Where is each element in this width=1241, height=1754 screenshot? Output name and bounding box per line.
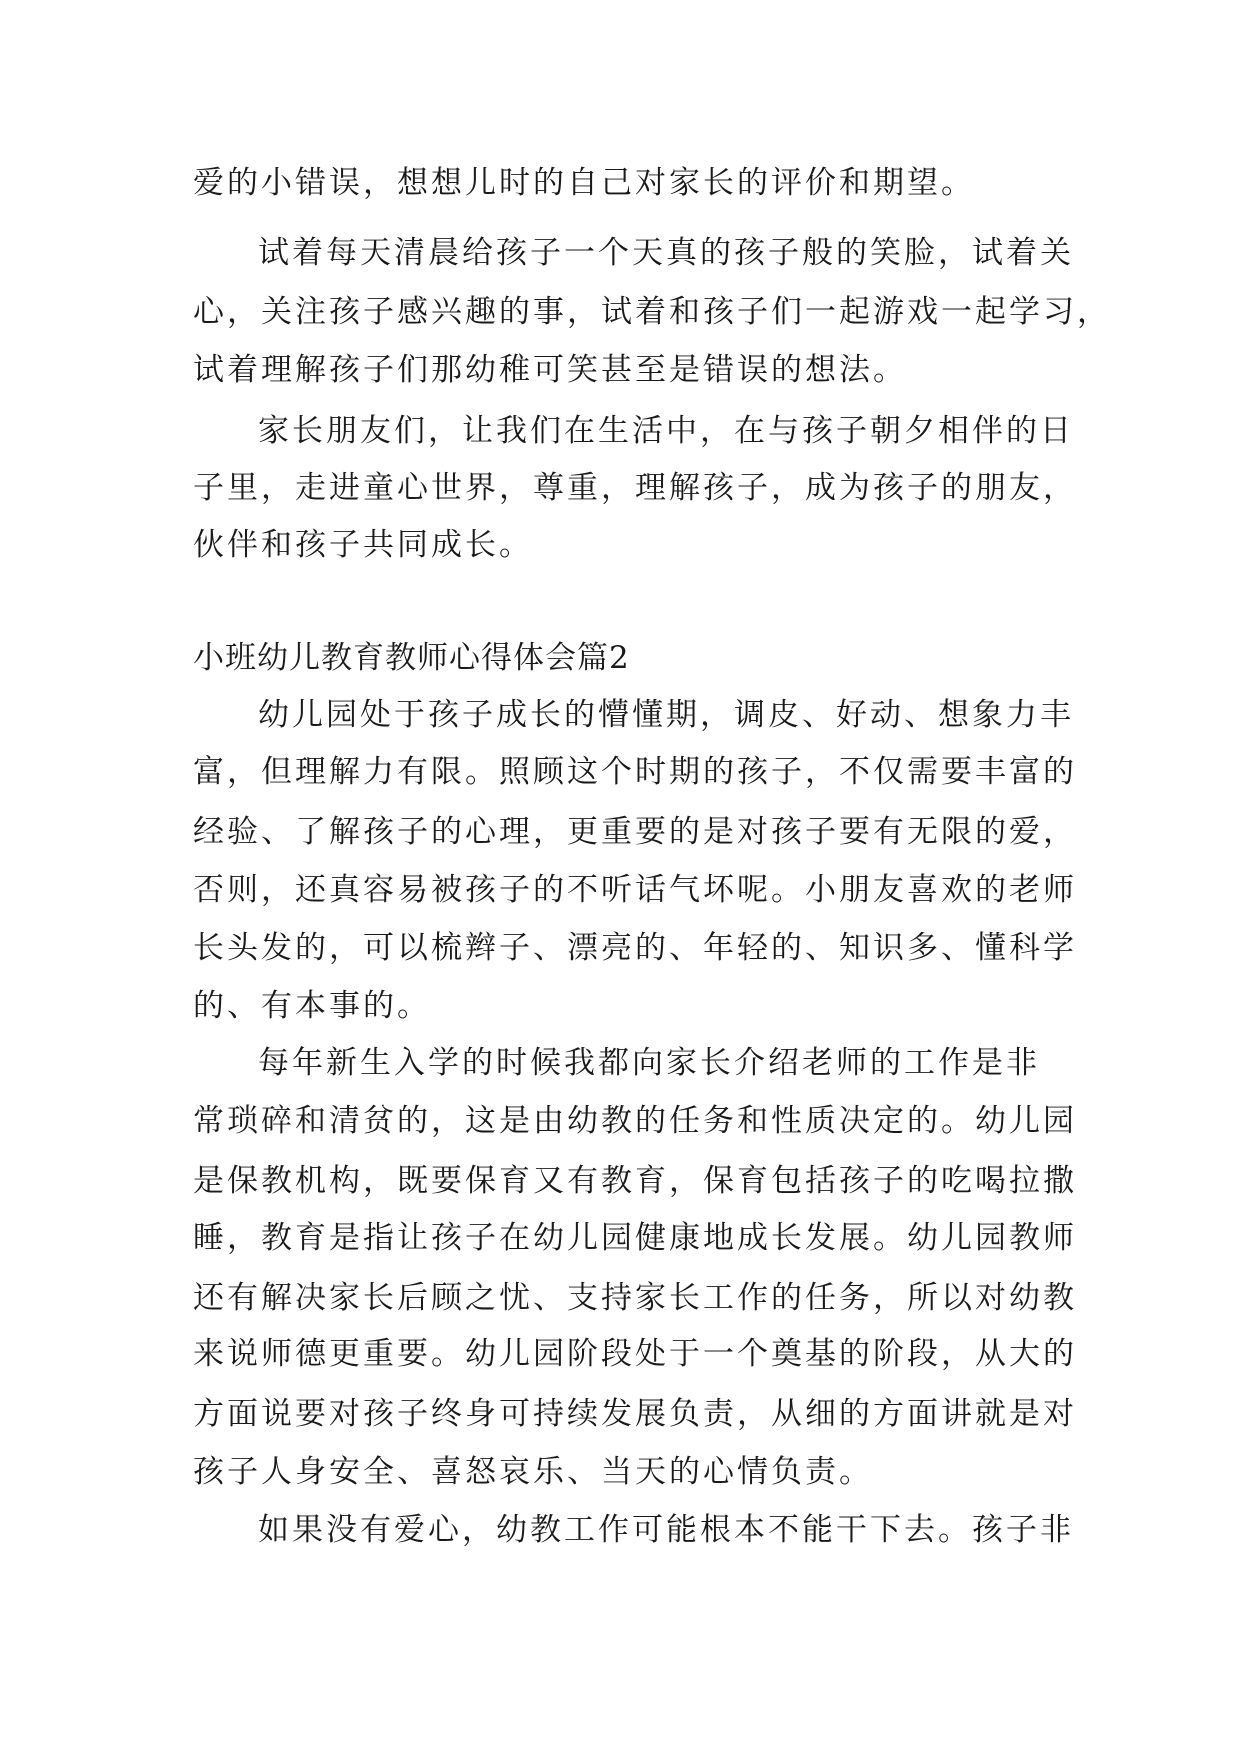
- text-line: 富，但理解力有限。照顾这个时期的孩子，不仅需要丰富的: [193, 754, 1077, 790]
- text-line: 爱的小错误，想想儿时的自己对家长的评价和期望。: [193, 165, 975, 201]
- text-line: 来说师德更重要。幼儿园阶段处于一个奠基的阶段，从大的: [193, 1336, 1077, 1372]
- text-line: 的、有本事的。: [193, 988, 431, 1024]
- text-line: 心，关注孩子感兴趣的事，试着和孩子们一起游戏一起学习，: [193, 294, 1111, 330]
- paragraph-start-line: 如果没有爱心，幼教工作可能根本不能干下去。孩子非: [258, 1512, 1074, 1548]
- text-line: 否则，还真容易被孩子的不听话气坏呢。小朋友喜欢的老师: [193, 872, 1077, 908]
- text-line: 试着理解孩子们那幼稚可笑甚至是错误的想法。: [193, 352, 907, 388]
- text-line: 睡，教育是指让孩子在幼儿园健康地成长发展。幼儿园教师: [193, 1220, 1077, 1256]
- text-line: 经验、了解孩子的心理，更重要的是对孩子要有无限的爱，: [193, 814, 1077, 850]
- paragraph-start-line: 幼儿园处于孩子成长的懵懂期，调皮、好动、想象力丰: [258, 697, 1074, 733]
- text-line: 伙伴和孩子共同成长。: [193, 527, 533, 563]
- text-line: 子里，走进童心世界，尊重，理解孩子，成为孩子的朋友，: [193, 470, 1077, 506]
- text-line: 方面说要对孩子终身可持续发展负责，从细的方面讲就是对: [193, 1396, 1077, 1432]
- paragraph-start-line: 试着每天清晨给孩子一个天真的孩子般的笑脸，试着关: [258, 235, 1074, 271]
- text-line: 孩子人身安全、喜怒哀乐、当天的心情负责。: [193, 1454, 873, 1490]
- section-heading: 小班幼儿教育教师心得体会篇2: [193, 640, 630, 676]
- paragraph-start-line: 每年新生入学的时候我都向家长介绍老师的工作是非: [258, 1045, 1040, 1081]
- text-line: 还有解决家长后顾之忧、支持家长工作的任务，所以对幼教: [193, 1280, 1077, 1316]
- paragraph-start-line: 家长朋友们，让我们在生活中，在与孩子朝夕相伴的日: [258, 413, 1074, 449]
- text-line: 是保教机构，既要保育又有教育，保育包括孩子的吃喝拉撒: [193, 1163, 1077, 1199]
- text-line: 常琐碎和清贫的，这是由幼教的任务和性质决定的。幼儿园: [193, 1103, 1077, 1139]
- text-line: 长头发的，可以梳辫子、漂亮的、年轻的、知识多、懂科学: [193, 930, 1077, 966]
